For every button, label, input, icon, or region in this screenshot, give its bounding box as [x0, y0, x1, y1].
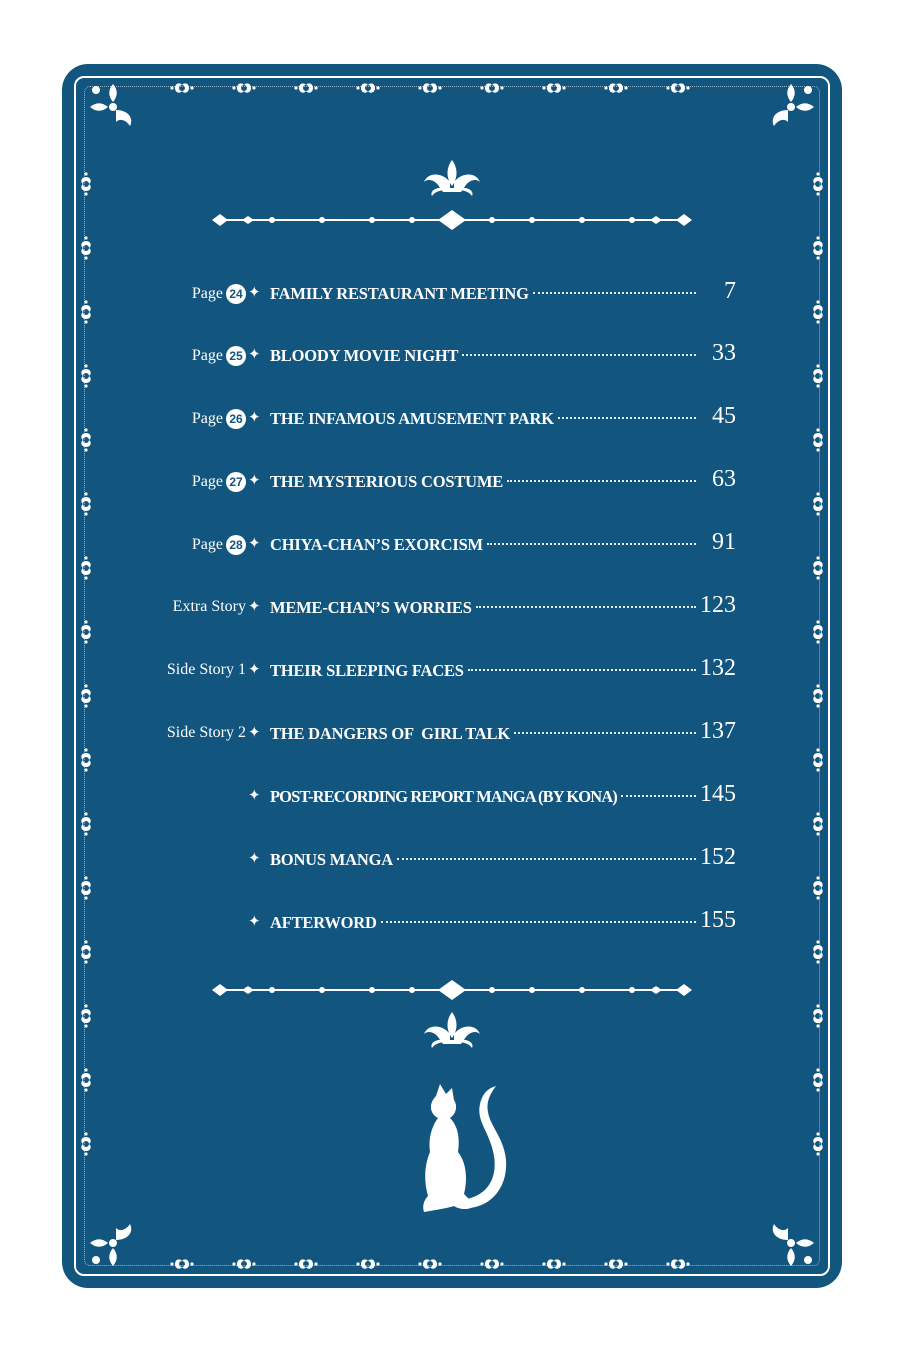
chapter-number-badge: 27	[226, 472, 246, 492]
toc-entry[interactable]	[62, 718, 842, 748]
entry-title: THEIR SLEEPING FACES	[270, 661, 464, 680]
dot-leader	[487, 543, 696, 545]
entry-page-number: 7	[724, 278, 736, 304]
entry-prefix: Side Story 1	[166, 661, 246, 678]
chapter-number-badge: 24	[226, 284, 246, 304]
entry-prefix: Page	[191, 473, 223, 490]
entry-page-number: 155	[700, 907, 736, 933]
entry-prefix: Side Story 2	[166, 724, 246, 741]
entry-page-number: 63	[712, 466, 736, 492]
entry-prefix: Page	[191, 347, 223, 364]
entry-page-number: 33	[712, 340, 736, 366]
dot-leader	[533, 292, 696, 294]
toc-entry[interactable]	[62, 844, 842, 874]
toc-entry[interactable]	[62, 403, 842, 433]
cat-silhouette-icon	[414, 1082, 510, 1218]
star-bullet-icon: ✦	[248, 912, 261, 930]
entry-title: THE DANGERS OF GIRL TALK	[270, 724, 510, 743]
entry-title: MEME-CHAN’S WORRIES	[270, 598, 472, 617]
star-bullet-icon: ✦	[248, 534, 261, 552]
star-bullet-icon: ✦	[248, 723, 261, 741]
dot-leader	[468, 669, 696, 671]
chapter-number-badge: 26	[226, 409, 246, 429]
chapter-number-badge: 28	[226, 535, 246, 555]
entry-page-number: 152	[700, 844, 736, 870]
entry-prefix: Page	[191, 536, 223, 553]
entry-prefix: Page	[191, 285, 223, 302]
toc-entry[interactable]	[62, 529, 842, 559]
entry-page-number: 123	[700, 592, 736, 618]
toc-entry[interactable]	[62, 340, 842, 370]
entry-title: AFTERWORD	[270, 913, 377, 932]
dot-leader	[476, 606, 696, 608]
entry-prefix: Page	[191, 410, 223, 427]
entry-prefix: Extra Story	[172, 598, 246, 615]
toc-entry[interactable]	[62, 592, 842, 622]
star-bullet-icon: ✦	[248, 283, 261, 301]
entry-page-number: 91	[712, 529, 736, 555]
entry-page-number: 137	[700, 718, 736, 744]
dot-leader	[514, 732, 696, 734]
dot-leader	[462, 354, 696, 356]
toc-entry[interactable]	[62, 466, 842, 496]
star-bullet-icon: ✦	[248, 345, 261, 363]
fleur-de-lis-icon	[418, 1010, 486, 1050]
dot-leader	[397, 858, 696, 860]
star-bullet-icon: ✦	[248, 408, 261, 426]
star-bullet-icon: ✦	[248, 660, 261, 678]
entry-title: BLOODY MOVIE NIGHT	[270, 346, 459, 365]
entry-title: THE INFAMOUS AMUSEMENT PARK	[270, 409, 554, 428]
entry-title: THE MYSTERIOUS COSTUME	[270, 472, 504, 491]
chapter-number-badge: 25	[226, 346, 246, 366]
dot-leader	[558, 417, 696, 419]
toc-entry[interactable]	[62, 781, 842, 811]
entry-page-number: 45	[712, 403, 736, 429]
entry-title: BONUS MANGA	[270, 850, 393, 869]
entry-title: CHIYA-CHAN’S EXORCISM	[270, 535, 483, 554]
star-bullet-icon: ✦	[248, 786, 261, 804]
toc-entry[interactable]	[62, 278, 842, 308]
toc-entry[interactable]	[62, 907, 842, 937]
dot-leader	[381, 921, 696, 923]
star-bullet-icon: ✦	[248, 849, 261, 867]
entry-page-number: 132	[700, 655, 736, 681]
entry-title: FAMILY RESTAURANT MEETING	[270, 284, 529, 303]
entry-title: POST-RECORDING REPORT MANGA (BY KONA)	[270, 787, 617, 806]
star-bullet-icon: ✦	[248, 597, 261, 615]
entry-page-number: 145	[700, 781, 736, 807]
dot-leader	[507, 480, 696, 482]
toc-entry[interactable]	[62, 655, 842, 685]
toc-panel	[62, 64, 842, 1288]
star-bullet-icon: ✦	[248, 471, 261, 489]
dot-leader	[621, 795, 696, 797]
bottom-divider	[212, 980, 692, 1000]
